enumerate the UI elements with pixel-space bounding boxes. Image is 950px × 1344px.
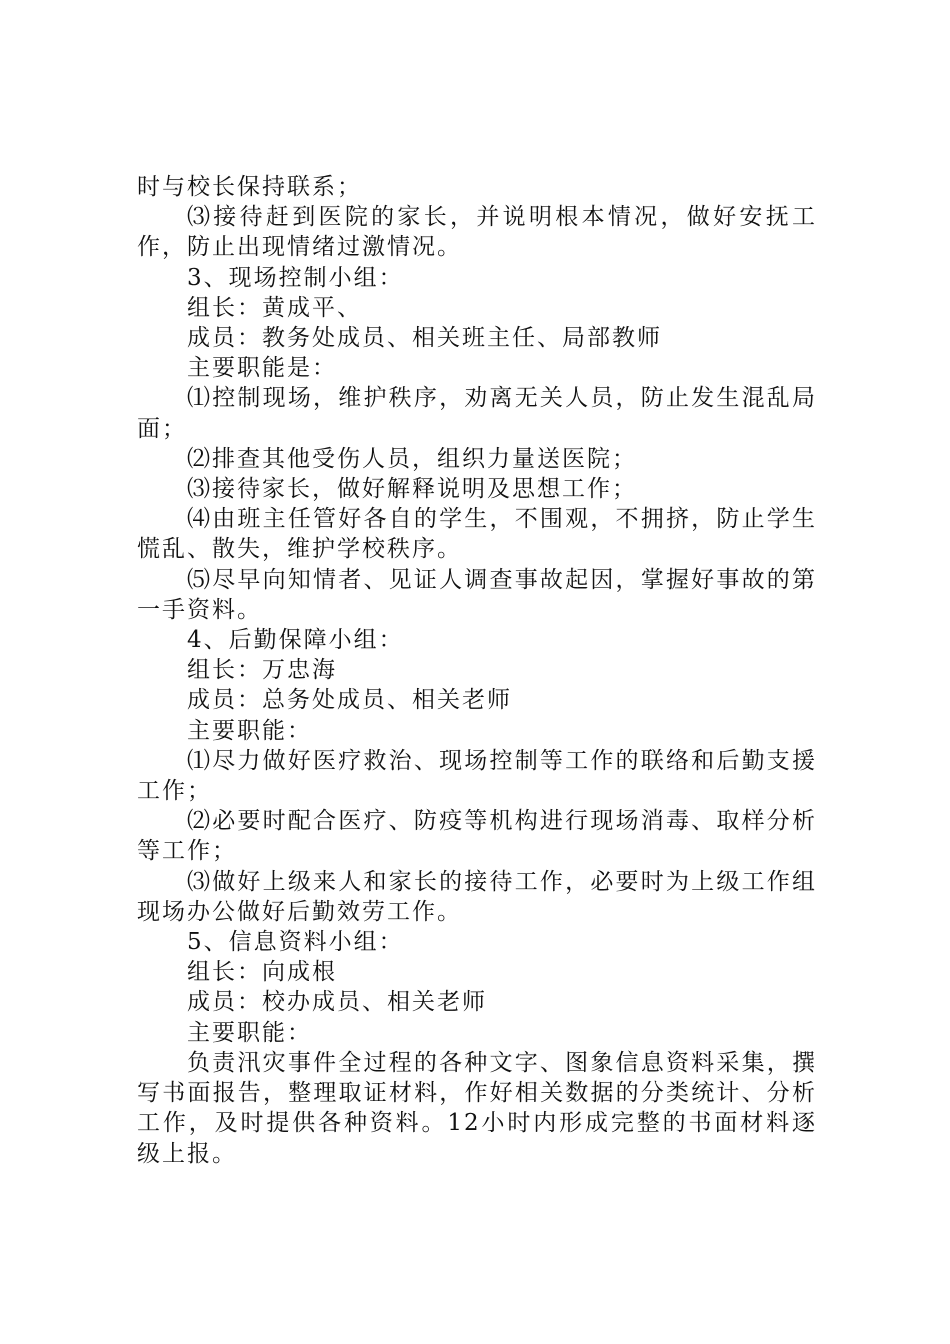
section-heading: 5、信息资料小组： [187,929,404,956]
group-leader: 组长：黄成平、 [187,294,362,321]
duty-item: ⑸尽早向知情者、见证人调查事故起因，掌握好事故的第一手资料。 [137,566,817,623]
duty-item: ⑷由班主任管好各自的学生，不围观，不拥挤，防止学生慌乱、散失，维护学校秩序。 [137,506,817,563]
duty-item: ⑵必要时配合医疗、防疫等机构进行现场消毒、取样分析等工作； [137,808,817,865]
duty-item: ⑴尽力做好医疗救治、现场控制等工作的联络和后勤支援工作； [137,747,817,805]
paragraph: ⑶接待赶到医院的家长，并说明根本情况，做好安抚工作，防止出现情绪过激情况。 [137,204,817,261]
group-members: 成员：教务处成员、相关班主任、局部教师 [187,325,662,352]
group-leader: 组长：万忠海 [187,657,337,684]
group-members: 成员：总务处成员、相关老师 [187,687,512,714]
section-heading: 3、现场控制小组： [187,264,404,291]
group-members: 成员：校办成员、相关老师 [187,989,487,1016]
duty-description: 负责汛灾事件全过程的各种文字、图象信息资料采集，撰写书面报告，整理取证材料，作好相关数据的分类统计、分析工作，及时提供各种资料。12小时内形成完整的书面材料逐级上报。 [137,1049,817,1167]
duty-item: ⑶接待家长，做好解释说明及思想工作； [187,476,637,503]
group-leader: 组长：向成根 [187,959,337,986]
duty-item: ⑴控制现场，维护秩序，劝离无关人员，防止发生混乱局面； [137,385,817,442]
duties-heading: 主要职能： [187,717,312,744]
document-body [137,172,817,1169]
duty-item: ⑶做好上级来人和家长的接待工作，必要时为上级工作组现场办公做好后勤效劳工作。 [137,868,817,925]
paragraph: 时与校长保持联系； [137,174,362,200]
duties-heading: 主要职能： [187,1019,312,1046]
duty-item: ⑵排查其他受伤人员，组织力量送医院； [187,445,637,472]
section-heading: 4、后勤保障小组： [187,627,404,654]
duties-heading: 主要职能是： [187,355,337,382]
